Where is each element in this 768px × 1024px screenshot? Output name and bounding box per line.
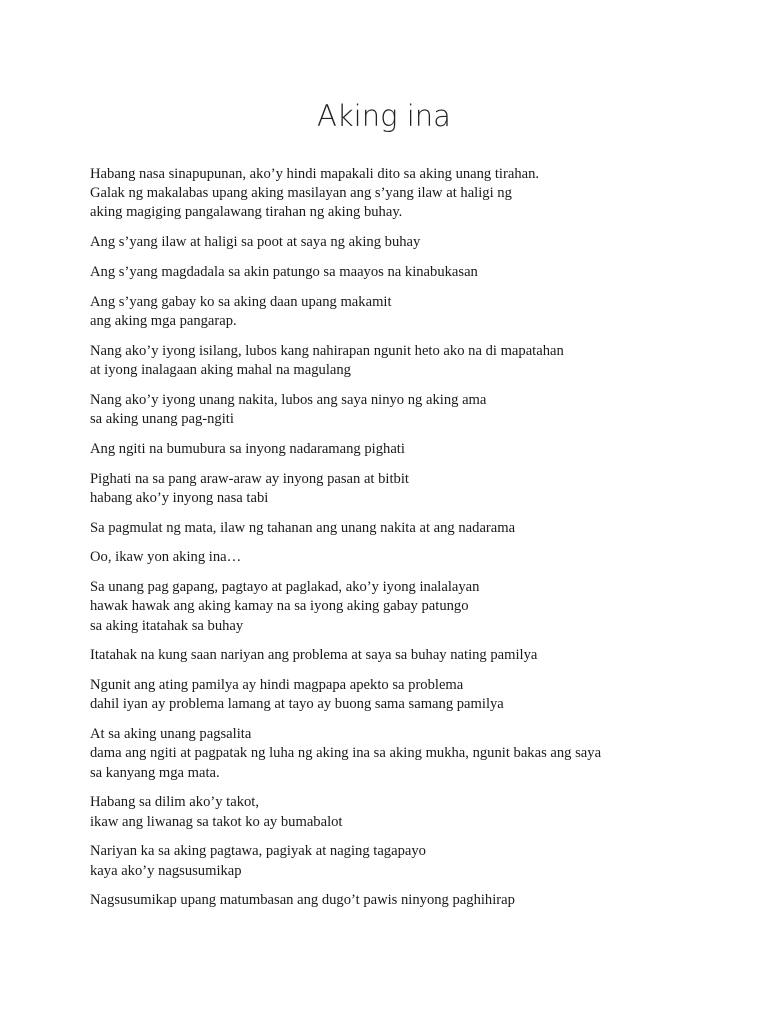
poem-line: sa aking itatahak sa buhay <box>90 617 244 634</box>
poem-line: hawak hawak ang aking kamay na sa iyong aking gabay patungo <box>90 598 469 615</box>
poem-line: habang ako’y inyong nasa tabi <box>90 489 269 506</box>
poem-line: sa aking unang pag-ngiti <box>90 411 234 427</box>
poem-stanza <box>90 646 710 665</box>
poem-stanza <box>90 548 710 567</box>
poem-line: aking magiging pangalawang tirahan ng aking buhay. <box>90 204 403 221</box>
poem-stanza <box>90 842 710 880</box>
document-title: Aking ina <box>317 99 451 133</box>
poem-line: Itatahak na kung saan nariyan ang problema at saya sa buhay nating pamilya <box>90 647 538 664</box>
poem-stanza <box>90 293 710 331</box>
poem-line: kaya ako’y nagsusumikap <box>90 862 242 879</box>
poem-line: Nang ako’y iyong isilang, lubos kang nahirapan ngunit heto ako na di mapatahan <box>90 342 564 359</box>
poem-line: Sa unang pag gapang, pagtayo at paglakad, ako’y iyong inalalayan <box>90 579 480 596</box>
poem-line: dahil iyan ay problema lamang at tayo ay buong sama samang pamilya <box>90 696 504 713</box>
poem-stanza <box>90 578 710 636</box>
poem-line: Ang s’yang magdadala sa akin patungo sa maayos na kinabukasan <box>90 264 478 280</box>
poem-line: Nariyan ka sa aking pagtawa, pagiyak at naging tagapayo <box>90 843 426 860</box>
poem-line: Oo, ikaw yon aking ina… <box>90 549 242 566</box>
poem-line: ang aking mga pangarap. <box>90 313 237 329</box>
poem-line: At sa aking unang pagsalita <box>90 726 252 743</box>
poem-line: Ang s’yang gabay ko sa aking daan upang makamit <box>90 293 392 310</box>
poem-stanza <box>90 519 710 538</box>
poem-stanza <box>90 676 710 714</box>
poem-line: Nagsusumikap upang matumbasan ang dugo’t pawis ninyong paghihirap <box>90 892 515 909</box>
poem-stanza <box>90 233 710 252</box>
poem-stanza <box>90 891 710 910</box>
poem-line: Ang s’yang ilaw at haligi sa poot at saya ng aking buhay <box>90 234 421 251</box>
poem-body <box>90 165 710 921</box>
poem-line: dama ang ngiti at pagpatak ng luha ng aking ina sa aking mukha, ngunit bakas ang saya <box>90 745 602 762</box>
poem-stanza <box>90 342 710 380</box>
poem-line: Sa pagmulat ng mata, ilaw ng tahanan ang unang nakita at ang nadarama <box>90 519 516 536</box>
poem-line: sa kanyang mga mata. <box>90 764 220 781</box>
poem-stanza <box>90 440 710 459</box>
poem-line: Habang sa dilim ako’y takot, <box>90 794 260 811</box>
poem-stanza <box>90 470 710 508</box>
poem-stanza <box>90 263 710 282</box>
poem-stanza <box>90 391 710 429</box>
poem-stanza <box>90 793 710 831</box>
poem-line: Nang ako’y iyong unang nakita, lubos ang saya ninyo ng aking ama <box>90 391 487 408</box>
poem-line: at iyong inalagaan aking mahal na magulang <box>90 362 351 378</box>
poem-line: ikaw ang liwanag sa takot ko ay bumabalot <box>90 813 343 830</box>
poem-stanza <box>90 725 710 783</box>
poem-line: Ngunit ang ating pamilya ay hindi magpapa apekto sa problema <box>90 677 464 694</box>
poem-stanza <box>90 165 710 223</box>
poem-line: Habang nasa sinapupunan, ako’y hindi mapakali dito sa aking unang tirahan. <box>90 166 540 182</box>
poem-line: Ang ngiti na bumubura sa inyong nadaramang pighati <box>90 440 405 457</box>
poem-line: Galak ng makalabas upang aking masilayan ang s’yang ilaw at haligi ng <box>90 185 512 202</box>
poem-line: Pighati na sa pang araw-araw ay inyong pasan at bitbit <box>90 470 409 487</box>
